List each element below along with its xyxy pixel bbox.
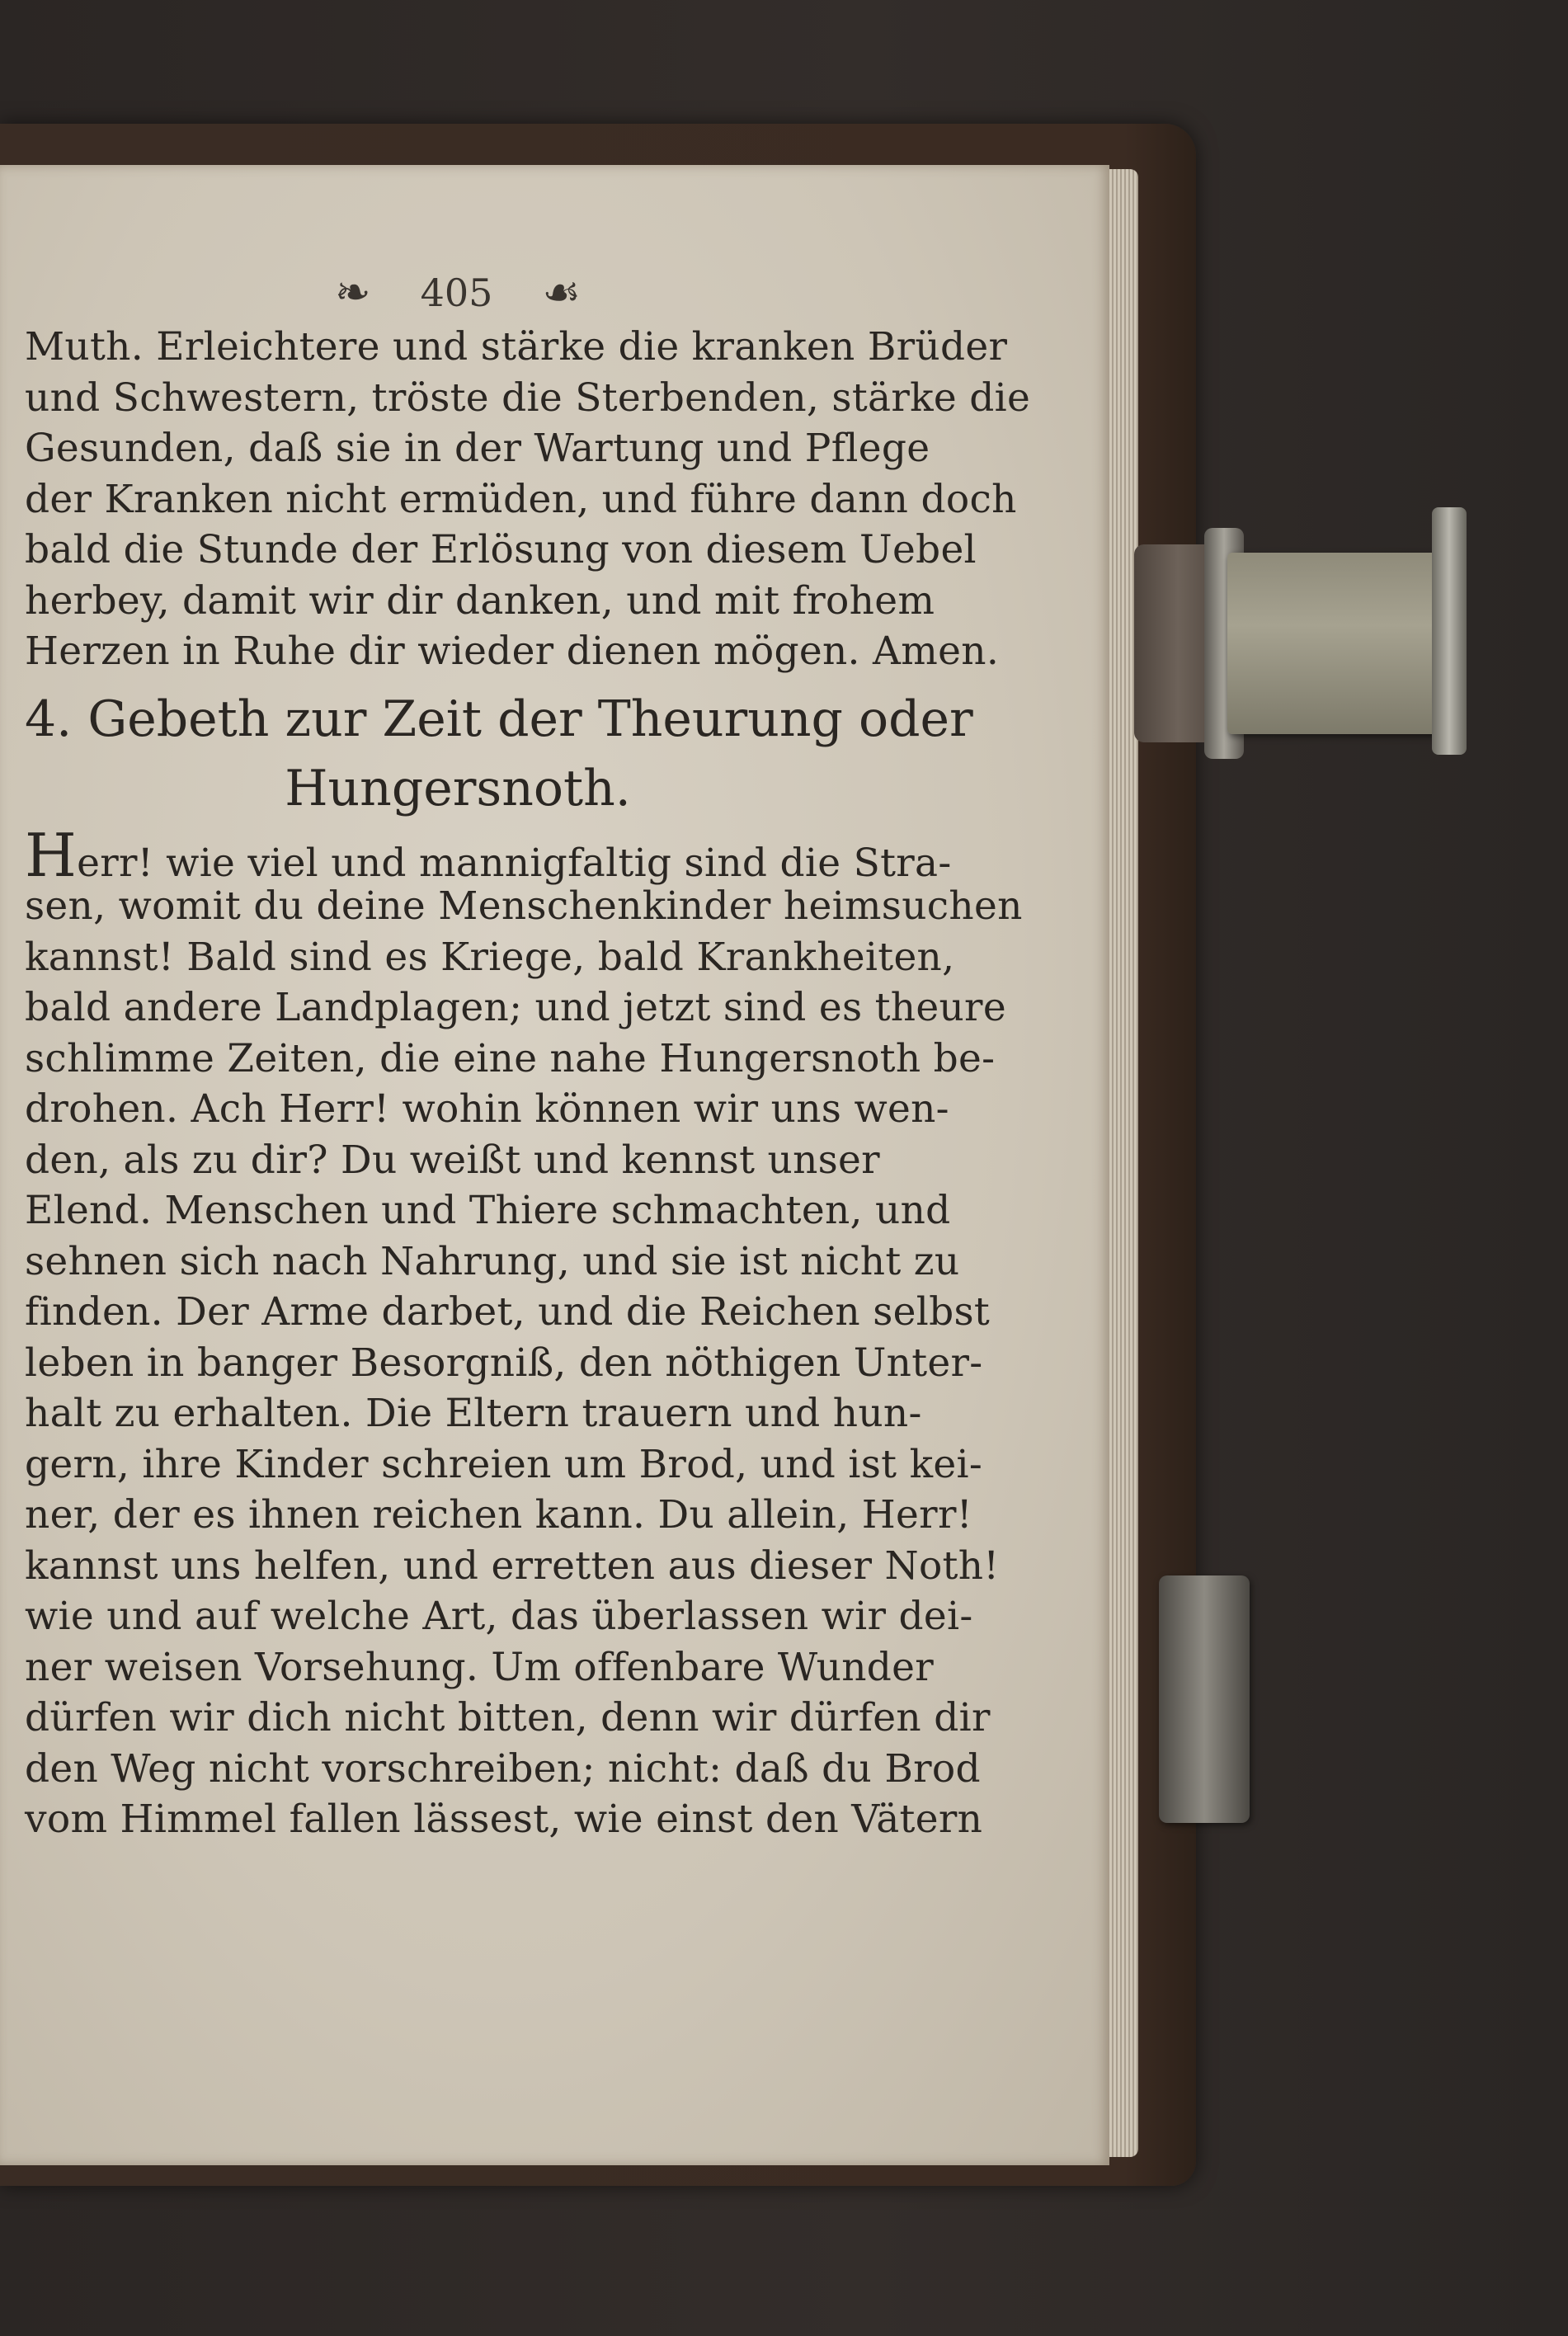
text-line: Herzen in Ruhe dir wieder dienen mögen. Amen.	[25, 629, 1000, 674]
first-line-text: err! wie viel und mannigfaltig sind die Stra-	[77, 840, 952, 886]
text-line: Gesunden, daß sie in der Wartung und Pflege	[25, 426, 930, 471]
text-line: herbey, damit wir dir danken, und mit frohem	[25, 577, 935, 624]
text-line: drohen. Ach Herr! wohin können wir uns wen-	[25, 1086, 949, 1132]
section-heading: 4. Gebeth zur Zeit der Theurung oder	[25, 690, 973, 748]
text-line: den Weg nicht vorschreiben; nicht: daß du Brod	[25, 1745, 981, 1792]
text-line: ner, der es ihnen reichen kann. Du allein, Herr!	[25, 1492, 972, 1538]
clasp-pin	[1432, 507, 1467, 755]
section-heading-continued: Hungersnoth.	[285, 759, 631, 817]
left-ornament-icon: ❧	[334, 268, 371, 318]
text-line: leben in banger Besorgniß, den nöthigen Unter-	[25, 1340, 983, 1386]
text-line: der Kranken nicht ermüden, und führe dann doch	[25, 476, 1017, 522]
text-line: finden. Der Arme darbet, und die Reichen selbst	[25, 1289, 991, 1335]
right-ornament-icon: ☙	[542, 268, 581, 318]
metal-clasp	[1227, 553, 1446, 734]
text-line: gern, ihre Kinder schreien um Brod, und ist kei-	[25, 1441, 983, 1487]
text-line: den, als zu dir? Du weißt und kennst unser	[25, 1137, 880, 1183]
page-number: 405	[420, 271, 493, 315]
text-line: Elend. Menschen und Thiere schmachten, und	[25, 1188, 951, 1233]
text-line: bald die Stunde der Erlösung von diesem Uebel	[25, 527, 977, 572]
text-line: wie und auf welche Art, das überlassen wir dei-	[25, 1594, 973, 1639]
text-line: bald andere Landplagen; und jetzt sind es theure	[25, 985, 1006, 1030]
text-line: ner weisen Vorsehung. Um offenbare Wunder	[25, 1644, 935, 1690]
page-text	[25, 264, 1031, 1845]
text-line-first	[25, 820, 952, 890]
text-line: sehnen sich nach Nahrung, und sie ist nicht zu	[25, 1238, 960, 1284]
text-line: kannst! Bald sind es Kriege, bald Krankheiten,	[25, 934, 955, 980]
text-line: schlimme Zeiten, die eine nahe Hungersnoth be-	[25, 1035, 996, 1081]
running-header	[25, 264, 891, 322]
text-line: dürfen wir dich nicht bitten, denn wir dürfen dir	[25, 1695, 991, 1740]
text-line: Muth. Erleichtere und stärke die kranken Brüder	[25, 324, 1008, 370]
text-line: und Schwestern, tröste die Sterbenden, stärke die	[25, 374, 1031, 421]
text-line: sen, womit du deine Menschenkinder heimsuchen	[25, 883, 1023, 929]
text-line: halt zu erhalten. Die Eltern trauern und hun-	[25, 1391, 922, 1436]
lower-hinge	[1159, 1575, 1250, 1823]
text-line: kannst uns helfen, und erretten aus dieser Noth!	[25, 1542, 1000, 1589]
text-line: vom Himmel fallen lässest, wie einst den Vätern	[25, 1797, 983, 1842]
drop-cap: H	[25, 820, 78, 890]
